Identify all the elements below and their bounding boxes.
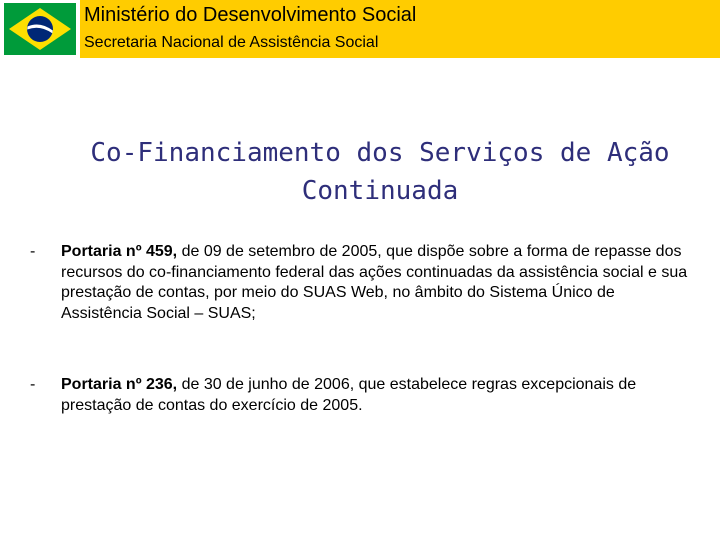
bullet-bold-lead: Portaria nº 236, [61, 376, 178, 393]
slide-title [40, 134, 720, 210]
bullet-body: de 09 de setembro de 2005, que dispõe sobre a forma de repasse dos recursos do co-financiamento federal das ações continuadas da assistência social e sua prestação de contas, por meio do SUAS Web, no âmbito do Sistema Único de Assistência Social – SUAS; [61, 243, 688, 322]
bullet-bold-lead: Portaria nº 459, [61, 243, 178, 260]
bullet-marker: - [30, 243, 36, 260]
brazil-flag-icon [4, 3, 76, 55]
slide-title-line-2: Continuada [301, 176, 459, 206]
bullet-marker: - [30, 376, 36, 393]
secretariat-subtitle: Secretaria Nacional de Assistência Social [84, 34, 379, 51]
flag-container [0, 0, 80, 58]
bullet-text [61, 375, 690, 416]
slide-title-line-1: Co-Financiamento dos Serviços de Ação [90, 138, 670, 168]
ministry-title: Ministério do Desenvolvimento Social [84, 4, 417, 26]
bullet-item [30, 375, 690, 416]
header-bar [0, 0, 720, 58]
bullet-item [30, 242, 690, 324]
bullet-text [61, 242, 690, 324]
bullet-body: de 30 de junho de 2006, que estabelece regras excepcionais de prestação de contas do exercício de 2005. [61, 376, 637, 414]
